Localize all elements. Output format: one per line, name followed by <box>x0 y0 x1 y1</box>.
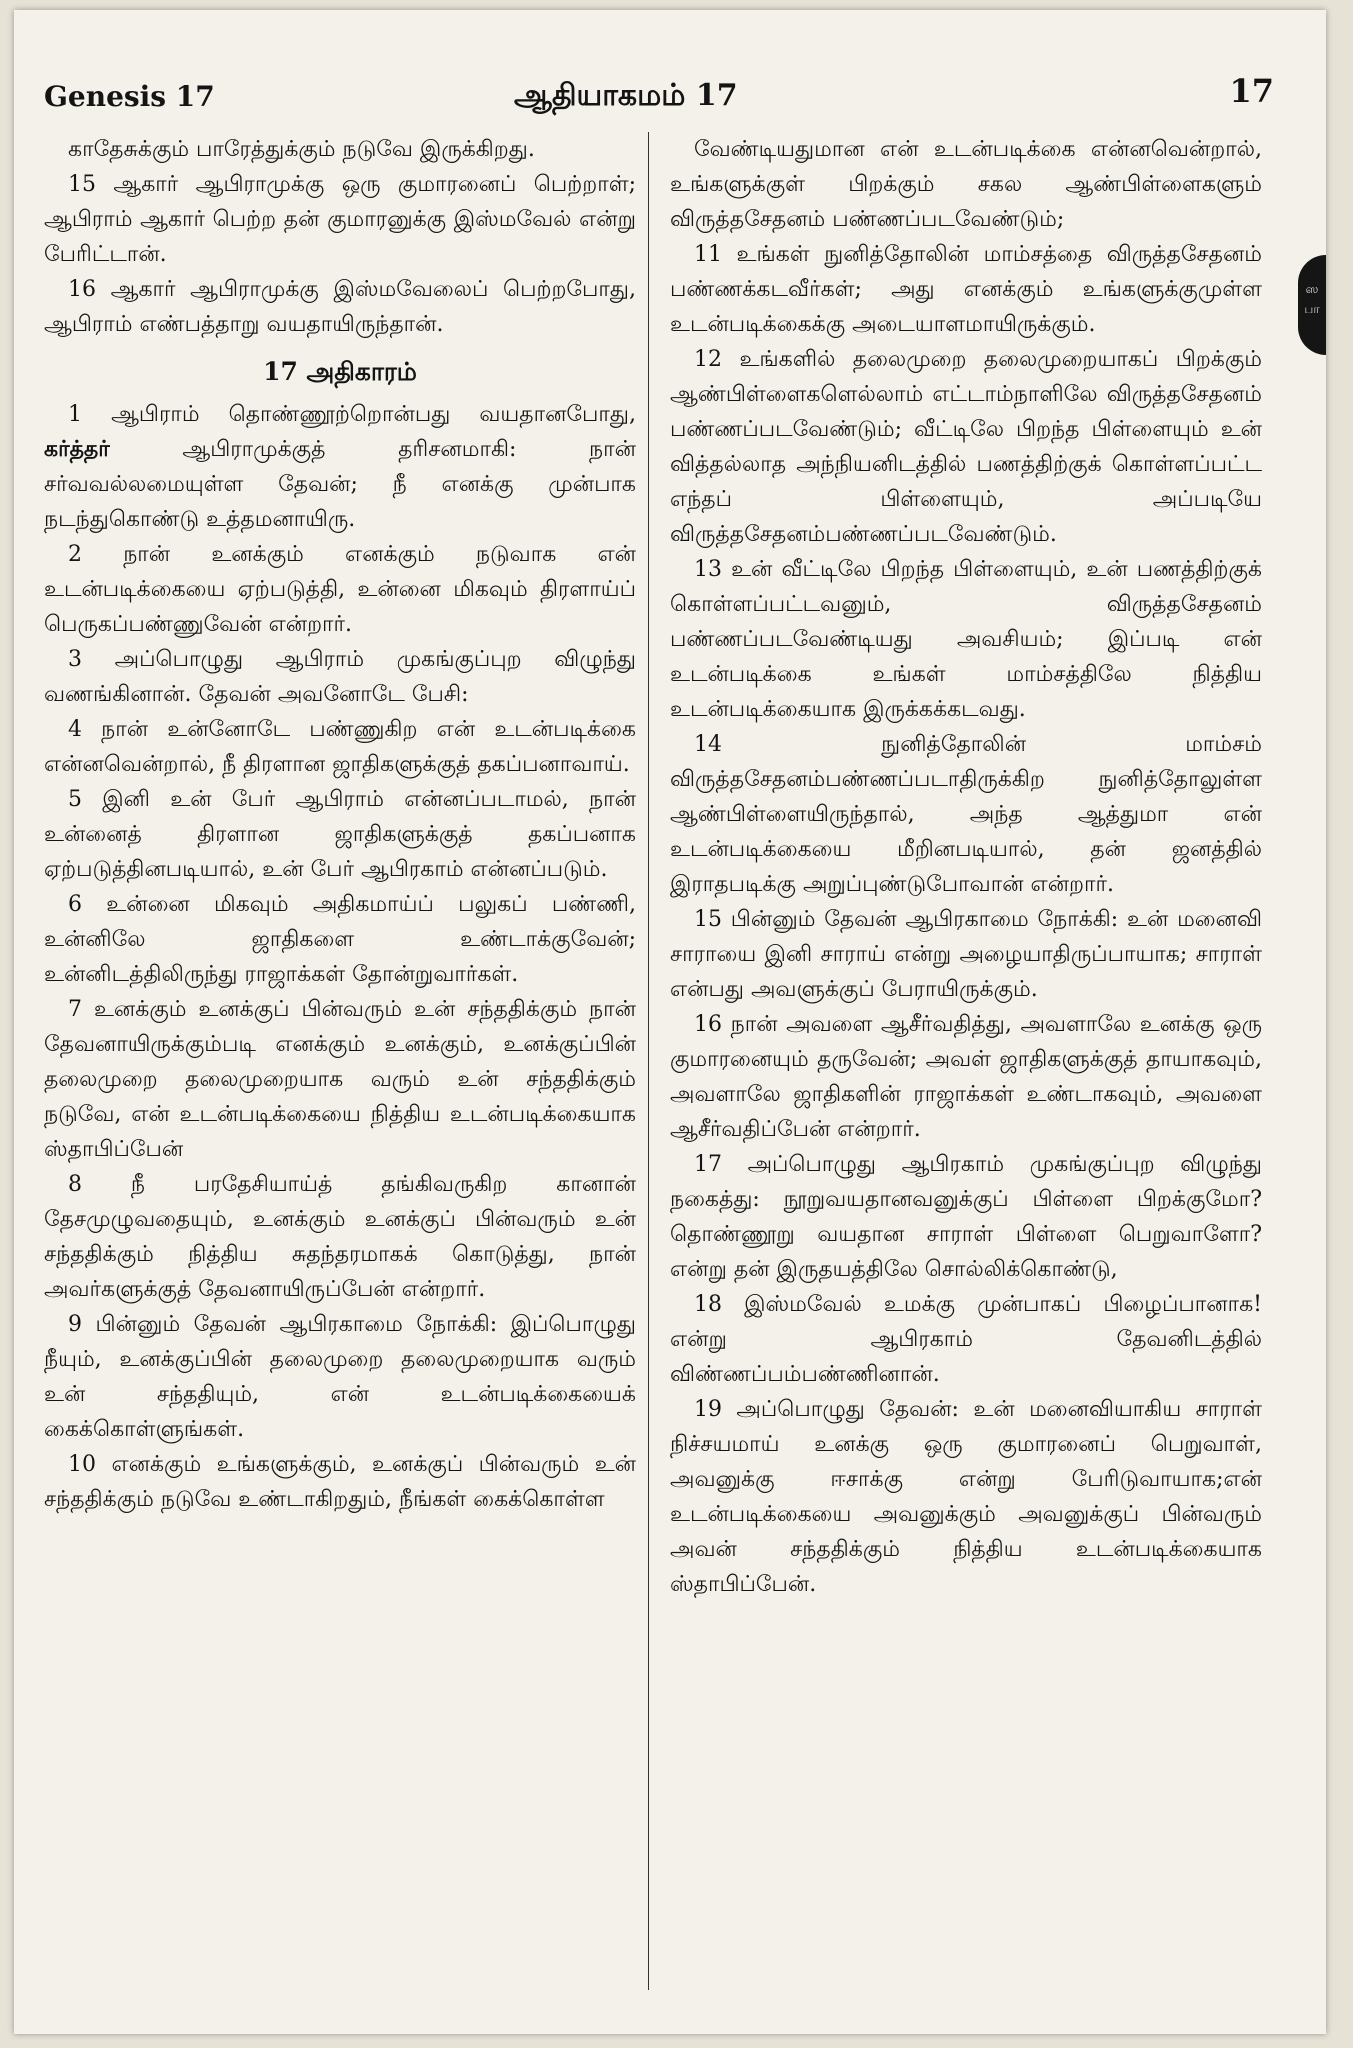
verse-paragraph: 18 இஸ்மவேல் உமக்கு முன்பாகப் பிழைப்பானாக! என்று ஆபிரகாம் தேவனிடத்தில் விண்ணப்பம்பண்ணினான். <box>670 1292 1262 1387</box>
verse-paragraph: காதேசுக்கும் பாரேத்துக்கும் நடுவே இருக்கிறது. <box>68 137 535 162</box>
column-divider <box>648 132 649 1990</box>
verse-paragraph: 12 உங்களில் தலைமுறை தலைமுறையாகப் பிறக்கும் ஆண்பிள்ளைகளெல்லாம் எட்டாம்நாளிலே விருத்தசேதனம் பண்ணப்படவேண்டும்; வீட்டிலே பிறந்த பிள்ளையும் உன் வித்தல்லாத அந்நியனிடத்தில் பணத்திற்குக் கொள்ளப்பட்ட எந்தப் பிள்ளையும், அப்படியே விருத்தசேதனம்பண்ணப்படவேண்டும். <box>670 347 1262 547</box>
thumb-tab-line: பா <box>1304 302 1320 316</box>
verse-text: ஆபிராமுக்குத் தரிசனமாகி: நான் சர்வவல்லமையுள்ள தேவன்; நீ எனக்கு முன்பாக நடந்துகொண்டு உத்தமனாயிரு. <box>44 437 636 532</box>
verse-text: 1 ஆபிராம் தொண்ணூற்றொன்பது வயதானபோது, <box>68 402 636 427</box>
book-chapter-tamil: ஆதியாகமம் 17 <box>514 78 738 113</box>
verse-paragraph: 15 ஆகார் ஆபிராமுக்கு ஒரு குமாரனைப் பெற்றாள்; ஆபிராம் ஆகார் பெற்ற தன் குமாரனுக்கு இஸ்மவேல் என்று பேரிட்டான். <box>44 172 636 267</box>
right-column <box>670 132 1262 1602</box>
chapter-heading: 17 அதிகாரம் <box>263 357 417 386</box>
verse-paragraph: 9 பின்னும் தேவன் ஆபிரகாமை நோக்கி: இப்பொழுது நீயும், உனக்குப்பின் தலைமுறை தலைமுறையாக வரும் உன் சந்ததியும், என் உடன்படிக்கையைக் கைக்கொள்ளுங்கள். <box>44 1312 636 1442</box>
bible-page <box>14 10 1326 2034</box>
verse-paragraph: 5 இனி உன் பேர் ஆபிராம் என்னப்படாமல், நான் உன்னைத் திரளான ஜாதிகளுக்குத் தகப்பனாக ஏற்படுத்தினபடியால், உன் பேர் ஆபிரகாம் என்னப்படும். <box>44 787 636 882</box>
thumb-index-tab <box>1298 255 1326 355</box>
verse-paragraph: 7 உனக்கும் உனக்குப் பின்வரும் உன் சந்ததிக்கும் நான் தேவனாயிருக்கும்படி எனக்கும் உனக்கும், உனக்குப்பின் தலைமுறை தலைமுறையாக வரும் உன் சந்ததிக்கும் நடுவே, என் உடன்படிக்கையை நித்திய உடன்படிக்கையாக ஸ்தாபிப்பேன் <box>44 997 636 1162</box>
verse-paragraph: 16 ஆகார் ஆபிராமுக்கு இஸ்மவேலைப் பெற்றபோது, ஆபிராம் எண்பத்தாறு வயதாயிருந்தான். <box>44 277 636 337</box>
left-column <box>44 132 636 1517</box>
thumb-tab-line: ஸ <box>1305 282 1319 296</box>
verse-paragraph: 11 உங்கள் நுனித்தோலின் மாம்சத்தை விருத்தசேதனம் பண்ணக்கடவீர்கள்; அது எனக்கும் உங்களுக்குமுள்ள உடன்படிக்கைக்கு அடையாளமாயிருக்கும். <box>670 242 1262 337</box>
page-header <box>44 72 1274 124</box>
verse-paragraph: 10 எனக்கும் உங்களுக்கும், உனக்குப் பின்வரும் உன் சந்ததிக்கும் நடுவே உண்டாகிறதும், நீங்கள் கைக்கொள்ள <box>44 1452 636 1512</box>
verse-paragraph: 13 உன் வீட்டிலே பிறந்த பிள்ளையும், உன் பணத்திற்குக் கொள்ளப்பட்டவனும், விருத்தசேதனம் பண்ணப்படவேண்டியது அவசியம்; இப்படி என் உடன்படிக்கை உங்கள் மாம்சத்திலே நித்திய உடன்படிக்கையாக இருக்கக்கடவது. <box>670 557 1262 722</box>
verse-paragraph <box>44 397 636 537</box>
verse-paragraph: 15 பின்னும் தேவன் ஆபிரகாமை நோக்கி: உன் மனைவி சாராயை இனி சாராய் என்று அழையாதிருப்பாயாக; சாராள் என்பது அவளுக்குப் பேராயிருக்கும். <box>670 907 1262 1002</box>
verse-paragraph: வேண்டியதுமான என் உடன்படிக்கை என்னவென்றால், உங்களுக்குள் பிறக்கும் சகல ஆண்பிள்ளைகளும் விருத்தசேதனம் பண்ணப்படவேண்டும்; <box>670 137 1262 232</box>
book-chapter-english: Genesis 17 <box>44 80 215 113</box>
page-number: 17 <box>1229 72 1274 110</box>
divine-name: கர்த்தர் <box>44 436 110 462</box>
verse-paragraph: 6 உன்னை மிகவும் அதிகமாய்ப் பலுகப் பண்ணி, உன்னிலே ஜாதிகளை உண்டாக்குவேன்; உன்னிடத்திலிருந்து ராஜாக்கள் தோன்றுவார்கள். <box>44 892 636 987</box>
verse-paragraph: 2 நான் உனக்கும் எனக்கும் நடுவாக என் உடன்படிக்கையை ஏற்படுத்தி, உன்னை மிகவும் திரளாய்ப் பெருகப்பண்ணுவேன் என்றார். <box>44 542 636 637</box>
verse-paragraph: 14 நுனித்தோலின் மாம்சம் விருத்தசேதனம்பண்ணப்படாதிருக்கிற நுனித்தோலுள்ள ஆண்பிள்ளையிருந்தால், அந்த ஆத்துமா என் உடன்படிக்கையை மீறினபடியால், தன் ஜனத்தில் இராதபடிக்கு அறுப்புண்டுபோவான் என்றார். <box>670 732 1262 897</box>
verse-paragraph: 4 நான் உன்னோடே பண்ணுகிற என் உடன்படிக்கை என்னவென்றால், நீ திரளான ஜாதிகளுக்குத் தகப்பனாவாய். <box>44 717 636 777</box>
verse-paragraph: 19 அப்பொழுது தேவன்: உன் மனைவியாகிய சாராள் நிச்சயமாய் உனக்கு ஒரு குமாரனைப் பெறுவாள், அவனுக்கு ஈசாக்கு என்று பேரிடுவாயாக;என் உடன்படிக்கையை அவனுக்கும் அவனுக்குப் பின்வரும் அவன் சந்ததிக்கும் நித்திய உடன்படிக்கையாக ஸ்தாபிப்பேன். <box>670 1397 1262 1597</box>
verse-paragraph: 16 நான் அவளை ஆசீர்வதித்து, அவளாலே உனக்கு ஒரு குமாரனையும் தருவேன்; அவள் ஜாதிகளுக்குத் தாயாகவும், அவளாலே ஜாதிகளின் ராஜாக்கள் உண்டாகவும், அவளை ஆசீர்வதிப்பேன் என்றார். <box>670 1012 1262 1142</box>
verse-paragraph: 17 அப்பொழுது ஆபிரகாம் முகங்குப்புற விழுந்து நகைத்து: நூறுவயதானவனுக்குப் பிள்ளை பிறக்குமோ? தொண்ணூறு வயதான சாராள் பிள்ளை பெறுவாளோ? என்று தன் இருதயத்திலே சொல்லிக்கொண்டு, <box>670 1152 1262 1282</box>
verse-paragraph: 8 நீ பரதேசியாய்த் தங்கிவருகிற கானான் தேசமுழுவதையும், உனக்கும் உனக்குப் பின்வரும் உன் சந்ததிக்கும் நித்திய சுதந்தரமாகக் கொடுத்து, நான் அவர்களுக்குத் தேவனாயிருப்பேன் என்றார். <box>44 1172 636 1302</box>
verse-paragraph: 3 அப்பொழுது ஆபிராம் முகங்குப்புற விழுந்து வணங்கினான். தேவன் அவனோடே பேசி: <box>44 647 636 707</box>
